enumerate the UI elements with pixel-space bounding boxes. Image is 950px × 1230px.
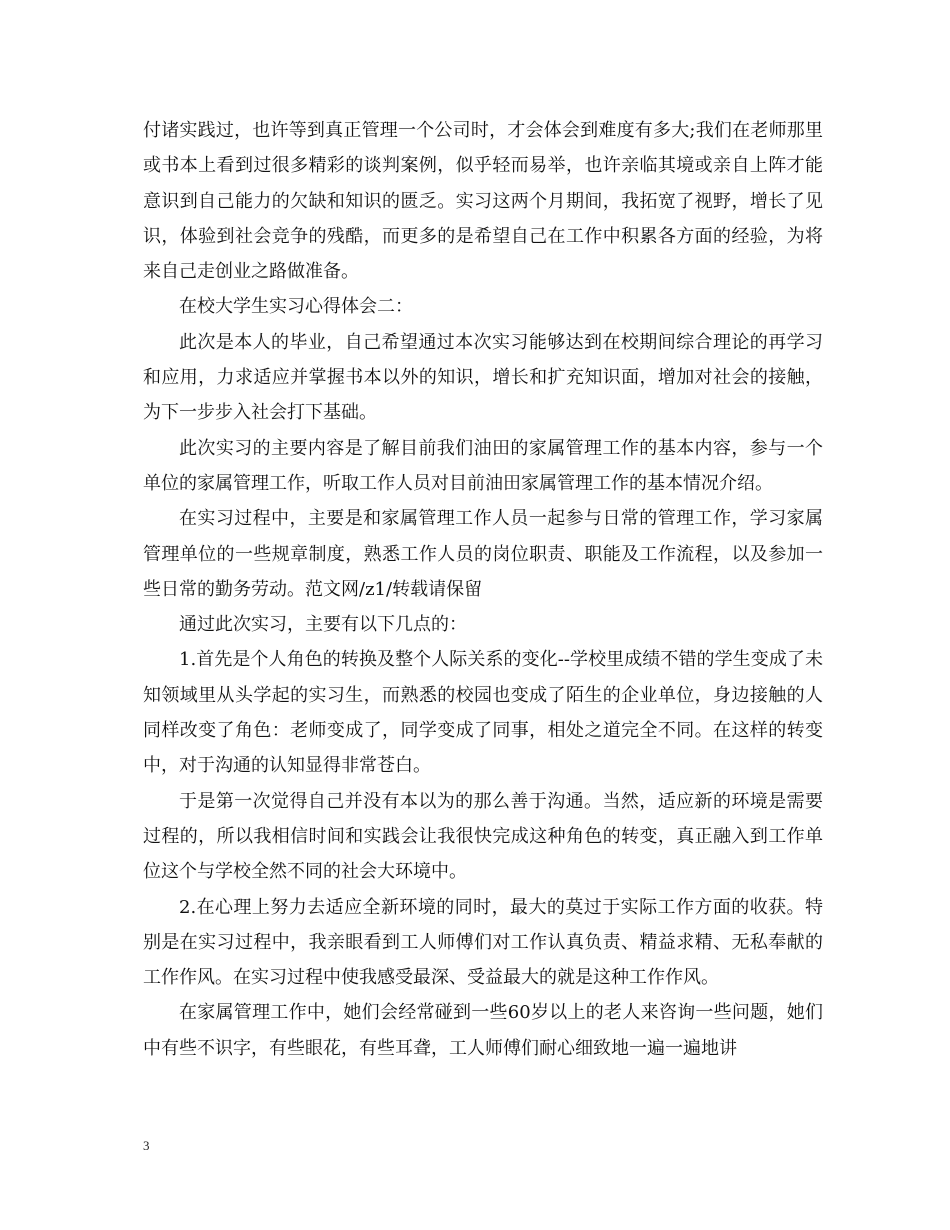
paragraph-9: 2.在心理上努力去适应全新环境的同时，最大的莫过于实际工作方面的收获。特别是在实习过程中，我亲眼看到工人师傅们对工作认真负责、精益求精、无私奉献的工作作风。在实习过程中使我感受最深、受益最大的就是这种工作作风。	[143, 896, 823, 989]
paragraph-6: 通过此次实习，主要有以下几点的：	[179, 614, 467, 636]
paragraph-5: 在实习过程中，主要是和家属管理工作人员一起参与日常的管理工作，学习家属管理单位的一些规章制度，熟悉工作人员的岗位职责、职能及工作流程，以及参加一些日常的勤务劳动。范文网/z1/转载请保留	[143, 508, 823, 600]
section-heading: 在校大学生实习心得体会二：	[179, 296, 413, 318]
paragraph-4: 此次实习的主要内容是了解目前我们油田的家属管理工作的基本内容，参与一个单位的家属管理工作，听取工作人员对目前油田家属管理工作的基本情况介绍。	[143, 437, 823, 494]
paragraph-3: 此次是本人的毕业，自己希望通过本次实习能够达到在校期间综合理论的再学习和应用，力求适应并掌握书本以外的知识，增长和扩充知识面，增加对社会的接触，为下一步步入社会打下基础。	[143, 331, 823, 424]
paragraph-8: 于是第一次觉得自己并没有本以为的那么善于沟通。当然，适应新的环境是需要过程的，所以我相信时间和实践会让我很快完成这种角色的转变，真正融入到工作单位这个与学校全然不同的社会大环境中。	[143, 790, 823, 883]
paragraph-7: 1.首先是个人角色的转换及整个人际关系的变化--学校里成绩不错的学生变成了未知领域里从头学起的实习生，而熟悉的校园也变成了陌生的企业单位，身边接触的人同样改变了角色：老师变成了，同学变成了同事，相处之道完全不同。在这样的转变中，对于沟通的认知显得非常苍白。	[143, 649, 823, 777]
body-text	[143, 113, 823, 1066]
paragraph-1: 付诸实践过，也许等到真正管理一个公司时，才会体会到难度有多大;我们在老师那里或书本上看到过很多精彩的谈判案例，似乎轻而易举，也许亲临其境或亲自上阵才能意识到自己能力的欠缺和知识的匮乏。实习这两个月期间，我拓宽了视野，增长了见识，体验到社会竞争的残酷，而更多的是希望自己在工作中积累各方面的经验，为将来自己走创业之路做准备。	[143, 120, 823, 283]
page-number: 3	[143, 1138, 150, 1153]
paragraph-10: 在家属管理工作中，她们会经常碰到一些60岁以上的老人来咨询一些问题，她们中有些不识字，有些眼花，有些耳聋，工人师傅们耐心细致地一遍一遍地讲	[143, 1002, 823, 1059]
